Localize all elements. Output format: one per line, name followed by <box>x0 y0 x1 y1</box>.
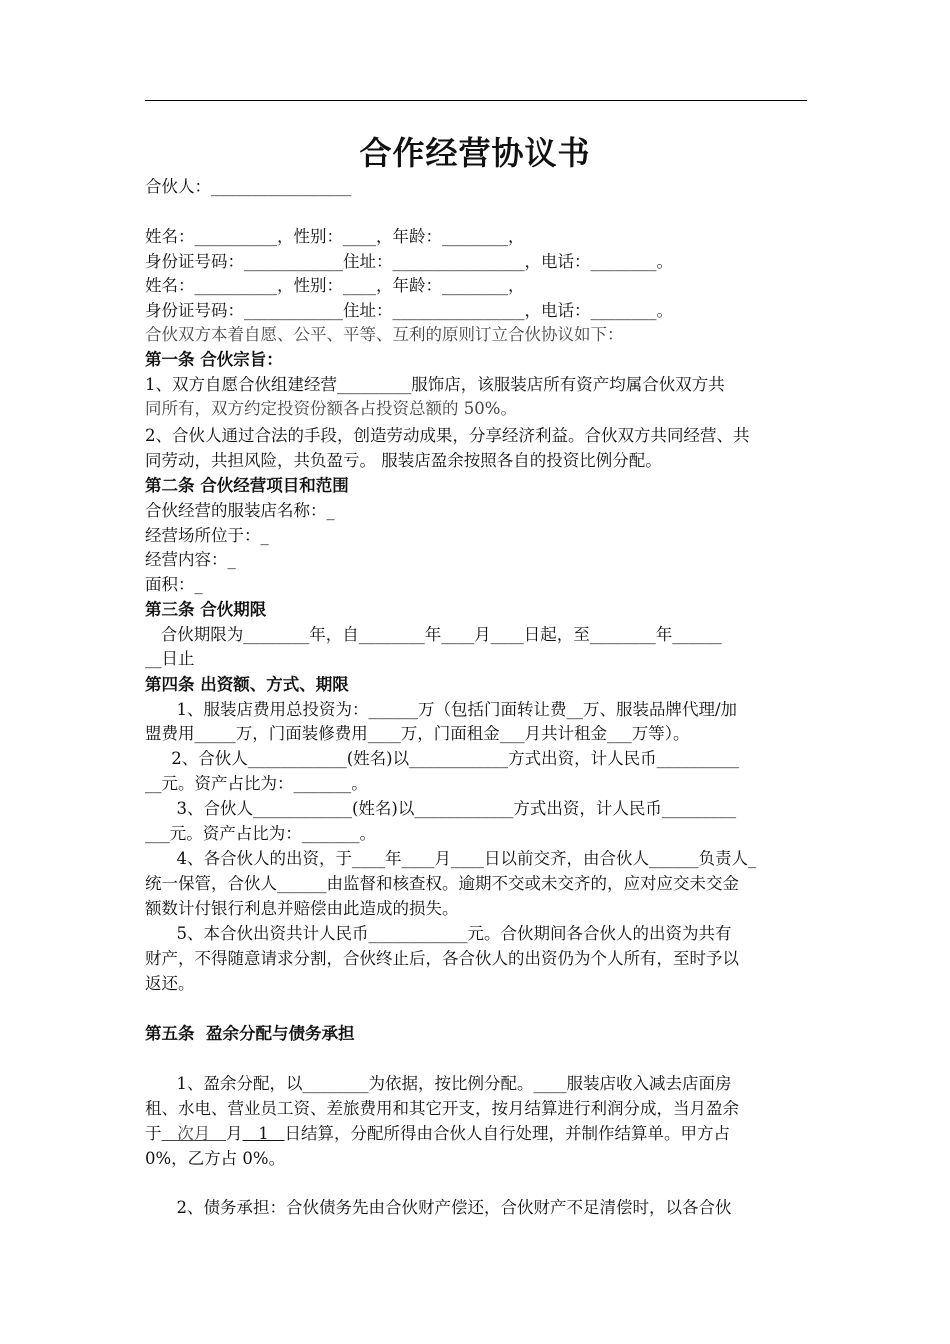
article4-item4-line1: 4、各合伙人的出资，于____年____月____日以前交齐，由合伙人______负责人_ <box>145 849 757 868</box>
article4-title: 第四条 出资额、方式、期限 <box>145 675 349 694</box>
article1-p2-line2: 同劳动，共担风险，共负盈亏。 服装店盈余按照各自的投资比例分配。 <box>145 451 662 470</box>
article5-item2-line1: 2、债务承担：合伙债务先由合伙财产偿还，合伙财产不足清偿时，以各合伙 <box>145 1198 732 1217</box>
article1-p1-line2: 同所有，双方约定投资份额各占投资总额的 50%。 <box>145 399 517 418</box>
header-rule <box>145 100 807 101</box>
article1-p2-line1: 2、合伙人通过合法的手段，创造劳动成果，分享经济利益。合伙双方共同经营、共 <box>145 426 750 445</box>
article4-item3-line1: 3、合伙人____________(姓名)以____________方式出资，计人民币_________ <box>145 799 737 818</box>
article4-item2-line2: __元。资产占比为：_______。 <box>145 774 368 793</box>
article2-title: 第二条 合伙经营项目和范围 <box>145 476 349 495</box>
partner1-id-line: 身份证号码：____________住址：________________，电话：________。 <box>145 252 673 271</box>
document-title: 合作经营协议书 <box>359 134 591 172</box>
article5-item1-line2: 租、水电、营业员工资、差旅费用和其它开支，按月结算进行利润分成，当月盈余 <box>145 1099 739 1118</box>
article4-item5-line2: 财产，不得随意请求分割，合伙终止后，各合伙人的出资仍为个人所有，至时予以 <box>145 949 739 968</box>
art5-line3-suffix: 日结算，分配所得由合伙人自行处理，并制作结算单。甲方占 <box>284 1124 730 1143</box>
settlement-month-field: 次月 <box>161 1124 226 1143</box>
intro-line: 合伙双方本着自愿、公平、平等、互利的原则订立合伙协议如下： <box>145 325 624 344</box>
article4-item1-line1: 1、服装店费用总投资为：______万（包括门面转让费__万、服装品牌代理/加 <box>145 700 738 719</box>
article4-item4-line3: 额数计付银行利息并赔偿由此造成的损失。 <box>145 899 459 918</box>
article3-title: 第三条 合伙期限 <box>145 600 267 619</box>
partner2-id-line: 身份证号码：____________住址：________________，电话：________。 <box>145 301 673 320</box>
article2-store-name: 合伙经营的服装店名称：_ <box>145 501 335 520</box>
article3-line2: __日止 <box>145 649 195 668</box>
article5-title: 第五条 盈余分配与债务承担 <box>145 1024 355 1043</box>
article2-area: 面积：_ <box>145 575 203 594</box>
article4-item5-line1: 5、本合伙出资共计人民币____________元。合伙期间各合伙人的出资为共有 <box>145 924 732 943</box>
article4-item3-line2: ___元。资产占比为：_______。 <box>145 824 376 843</box>
article1-p1-line1: 1、双方自愿合伙组建经营_________服饰店，该服装店所有资产均属合伙双方共 <box>145 375 725 394</box>
article5-item1-line1: 1、盈余分配，以________为依据，按比例分配。____服装店收入减去店面房 <box>145 1074 732 1093</box>
partner2-name-line: 姓名：__________，性别：____，年龄：________， <box>145 276 525 295</box>
article5-item1-line3 <box>145 1122 807 1146</box>
article2-location: 经营场所位于：_ <box>145 526 269 545</box>
article4-item5-line3: 返还。 <box>145 974 195 993</box>
settlement-day-field: 1 <box>242 1124 285 1143</box>
article5-item1-line4: 0%，乙方占 0%。 <box>145 1149 286 1168</box>
article4-item1-line2: 盟费用_____万，门面装修费用____万，门面租金___月共计租金___万等）。 <box>145 724 690 743</box>
article3-line1: 合伙期限为________年，自________年____月____日起，至________年______ <box>145 625 722 644</box>
partner-label: 合伙人：_________________ <box>145 177 352 196</box>
partner1-name-line: 姓名：__________，性别：____，年龄：________， <box>145 227 525 246</box>
article2-content: 经营内容：_ <box>145 550 236 569</box>
article1-title: 第一条 合伙宗旨： <box>145 350 283 369</box>
art5-line3-prefix: 于 <box>145 1124 162 1143</box>
article4-item4-line2: 统一保管，合伙人______由监督和核查权。逾期不交或未交齐的，应对应交未交金 <box>145 874 739 893</box>
art5-line3-month-unit: 月 <box>225 1124 243 1143</box>
article4-item2-line1: 2、合伙人____________(姓名)以____________方式出资，计人民币__________ <box>145 749 740 768</box>
